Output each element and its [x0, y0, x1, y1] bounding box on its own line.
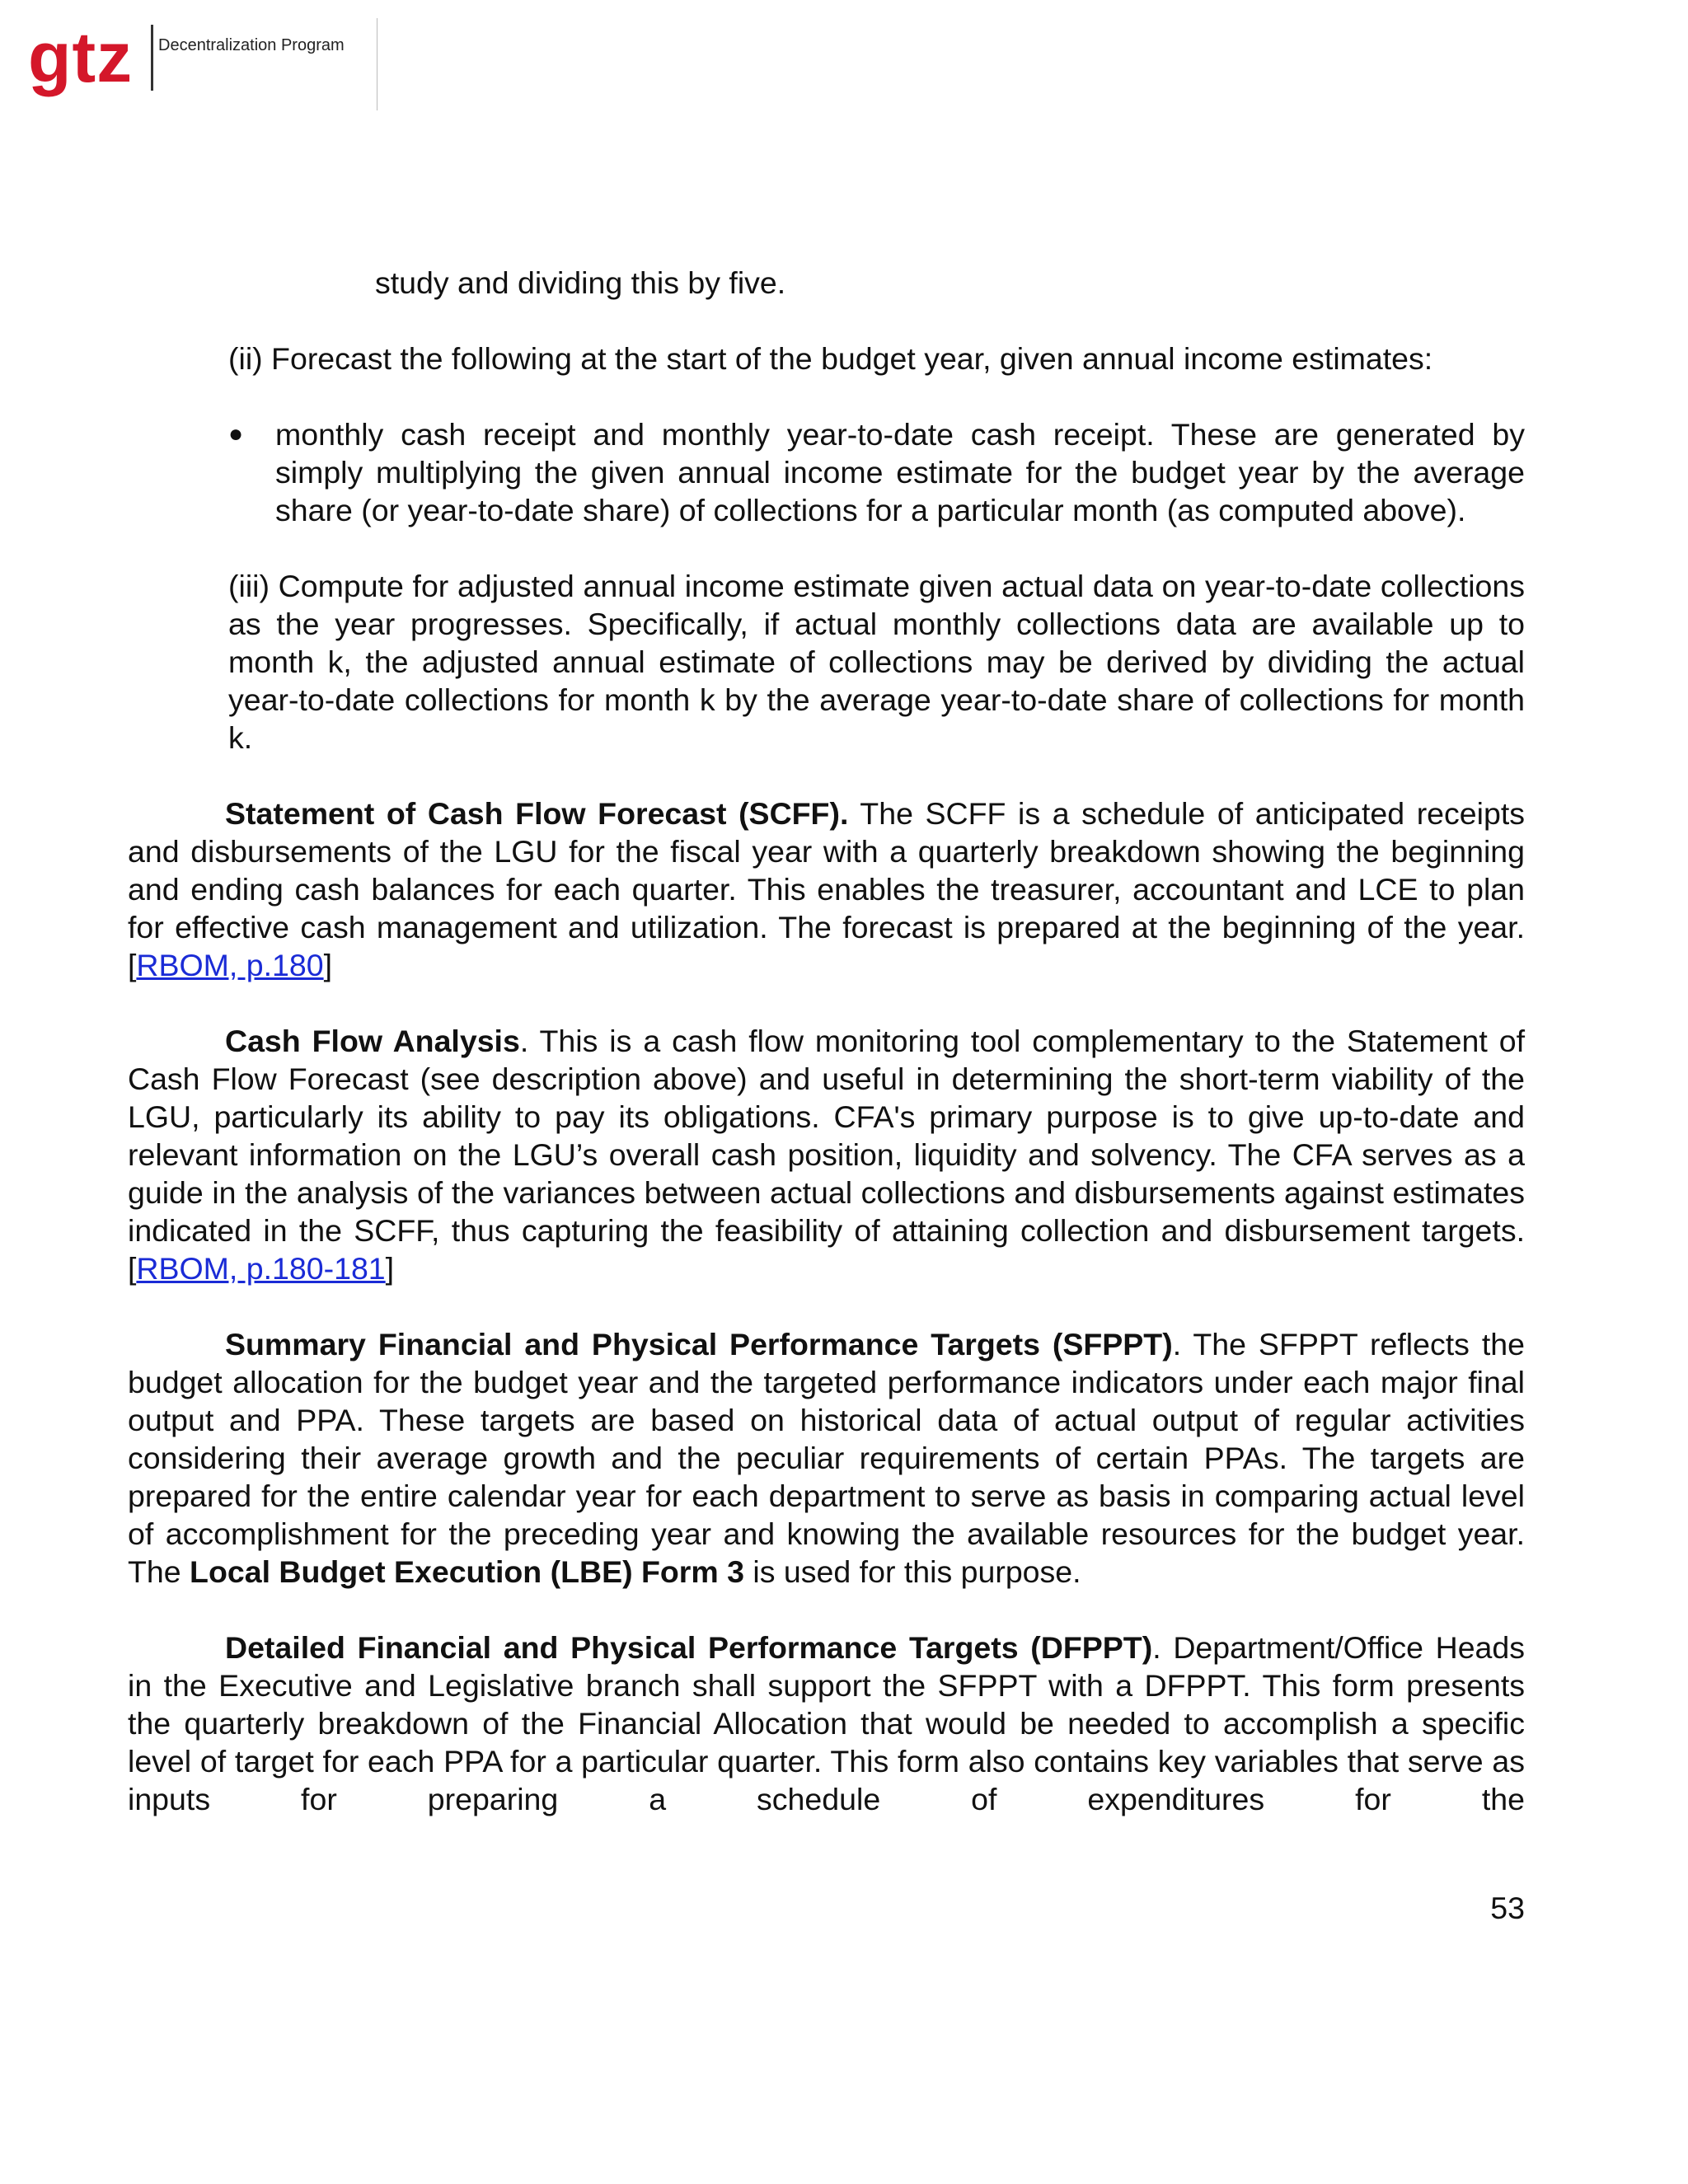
cfa-paragraph [128, 1022, 1525, 1287]
dfppt-heading: Detailed Financial and Physical Performance Targets (DFPPT) [225, 1630, 1153, 1665]
scff-heading: Statement of Cash Flow Forecast (SCFF). [225, 796, 849, 831]
bullet-text: monthly cash receipt and monthly year-to-date cash receipt. These are generated by simply multiplying the given annual income estimate for the budget year by the average share (or year-to-date share) of collections for a particular month (as computed above). [275, 417, 1525, 527]
scff-reference-link[interactable]: RBOM, p.180 [136, 948, 324, 982]
cfa-close: ] [385, 1251, 395, 1286]
page-header [0, 0, 387, 115]
sfppt-paragraph [128, 1325, 1525, 1591]
sfppt-tail: is used for this purpose. [744, 1554, 1081, 1589]
continuation-text: study and dividing this by five. [375, 265, 786, 300]
logo-divider [151, 25, 153, 91]
sfppt-heading: Summary Financial and Physical Performance Targets (SFPPT) [225, 1327, 1173, 1361]
cfa-text: . This is a cash flow monitoring tool complementary to the Statement of Cash Flow Forecast (see description above) and useful in determining the short-term viability of the LGU, particularly its ability to pay its obligations. CFA's primary purpose is to give up-to-date and relevant information on the LGU’s overall cash position, liquidity and solvency. The CFA serves as a guide in the analysis of the variances between actual collections and disbursements against estimates indicated in the SCFF, thus capturing the feasibility of attaining collection and disbursement targets. [ [128, 1024, 1526, 1286]
page-number: 53 [1490, 1891, 1525, 1925]
item-iii: (iii) Compute for adjusted annual income estimate given actual data on year-to-date collections as the year progresses. Specifically, if actual monthly collections data are available up to month k, the adjusted annual estimate of collections may be derived by dividing the actual year-to-date collections for month k by the average year-to-date share of collections for month k. [228, 569, 1525, 755]
bullet-item [228, 415, 1525, 529]
bullet-icon: ● [228, 420, 244, 448]
dfppt-text: . Department/Office Heads in the Executive and Legislative branch shall support the SFPPT with a DFPPT. This form presents the quarterly breakdown of the Financial Allocation that would be needed to accomplish a specific level of target for each PPA for a particular quarter. This form also contains key variables that serve as inputs for preparing a schedule of expenditures for the [128, 1630, 1526, 1816]
scff-paragraph [128, 794, 1525, 984]
dfppt-paragraph [128, 1629, 1525, 1818]
lbe-form-term: Local Budget Execution (LBE) Form 3 [190, 1554, 745, 1589]
scff-text: The SCFF is a schedule of anticipated receipts and disbursements of the LGU for the fiscal year with a quarterly breakdown showing the beginning and ending cash balances for each quarter. This enables the treasurer, accountant and LCE to plan for effective cash management and utilization. The forecast is prepared at the beginning of the year. [ [128, 796, 1526, 982]
gtz-logo: gtz [28, 18, 134, 97]
scff-close: ] [323, 948, 333, 982]
cfa-reference-link[interactable]: RBOM, p.180-181 [136, 1251, 386, 1286]
sfppt-text: . The SFPPT reflects the budget allocation for the budget year and the targeted performance indicators under each major final output and PPA. These targets are based on historical data of actual output of regular activities considering their average growth and the peculiar requirements of certain PPAs. The targets are prepared for the entire calendar year for each department to serve as basis in comparing actual level of accomplishment for the preceding year and knowing the available resources for the budget year. The [128, 1327, 1525, 1589]
item-ii: (ii) Forecast the following at the start of the budget year, given annual income estimates: [228, 341, 1433, 376]
document-body [128, 264, 1525, 1818]
program-label: Decentralization Program [158, 36, 345, 54]
cfa-heading: Cash Flow Analysis [225, 1024, 520, 1058]
